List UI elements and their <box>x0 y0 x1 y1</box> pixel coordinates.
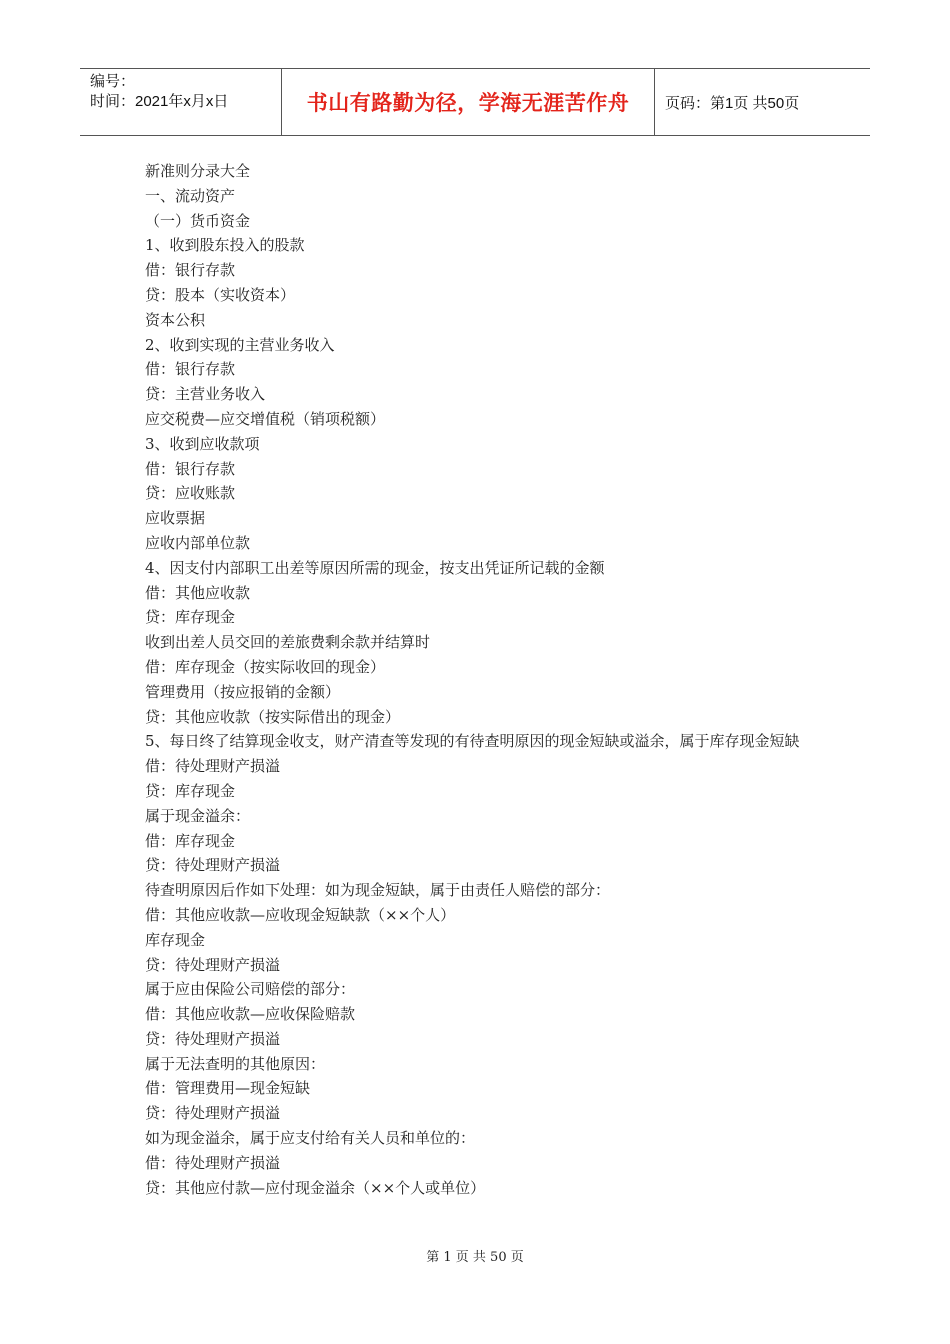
text-line: 5、每日终了结算现金收支，财产清查等发现的有待查明原因的现金短缺或溢余，属于库存现金短缺 <box>145 732 800 751</box>
text-line: 贷：其他应付款—应付现金溢余（××个人或单位） <box>145 1178 486 1197</box>
text-line: 属于应由保险公司赔偿的部分： <box>145 980 356 999</box>
text-line: 借：待处理财产损溢 <box>145 757 281 776</box>
text-line: 收到出差人员交回的差旅费剩余款并结算时 <box>145 633 431 652</box>
text-line: 贷：应收账款 <box>145 484 236 503</box>
text-line: 借：库存现金 <box>145 831 236 850</box>
text-line: 借：银行存款 <box>145 459 236 478</box>
text-line: 2、收到实现的主营业务收入 <box>145 335 335 354</box>
text-line: 贷：其他应收款（按实际借出的现金） <box>145 707 401 726</box>
text-line: 贷：主营业务收入 <box>145 385 266 404</box>
text-line: 借：库存现金（按实际收回的现金） <box>145 657 386 676</box>
text-line: （一）货币资金 <box>145 211 251 230</box>
text-line: 借：其他应收款—应收保险赔款 <box>145 1005 356 1024</box>
page-footer: 第 1 页 共 50 页 <box>426 1250 524 1265</box>
text-line: 贷：待处理财产损溢 <box>145 955 281 974</box>
text-line: 借：待处理财产损溢 <box>145 1153 281 1172</box>
text-line: 1、收到股东投入的股款 <box>145 236 305 255</box>
text-line: 如为现金溢余，属于应支付给有关人员和单位的： <box>145 1129 476 1148</box>
text-line: 属于无法查明的其他原因： <box>145 1054 326 1073</box>
text-line: 应交税费—应交增值税（销项税额） <box>145 409 386 428</box>
text-line: 一、流动资产 <box>145 186 236 205</box>
header-page-info: 页码：第1页 共50页 <box>665 94 800 112</box>
text-line: 新准则分录大全 <box>145 162 251 180</box>
text-line: 贷：股本（实收资本） <box>145 285 296 304</box>
header-motto: 书山有路勤为径，学海无涯苦作舟 <box>282 69 655 135</box>
text-line: 应收票据 <box>145 509 206 528</box>
text-line: 应收内部单位款 <box>145 533 251 552</box>
document-body <box>145 159 825 1200</box>
text-line: 3、收到应收款项 <box>145 434 260 453</box>
header-meta <box>80 69 282 135</box>
text-line: 贷：待处理财产损溢 <box>145 1029 281 1048</box>
text-line: 借：管理费用—现金短缺 <box>145 1079 311 1098</box>
text-line: 贷：待处理财产损溢 <box>145 1104 281 1123</box>
number-label: 编号： <box>90 73 136 90</box>
text-line: 借：其他应收款—应收现金短缺款（××个人） <box>145 905 456 924</box>
text-line: 借：银行存款 <box>145 261 236 280</box>
text-line: 贷：库存现金 <box>145 608 236 627</box>
text-line: 库存现金 <box>145 930 206 949</box>
text-line: 管理费用（按应报销的金额） <box>145 682 341 701</box>
text-line: 4、因支付内部职工出差等原因所需的现金，按支出凭证所记载的金额 <box>145 558 605 577</box>
text-line: 贷：待处理财产损溢 <box>145 856 281 875</box>
text-line: 资本公积 <box>145 310 206 329</box>
date-label: 时间：2021年x月x日 <box>90 93 229 110</box>
text-line: 待查明原因后作如下处理：如为现金短缺，属于由责任人赔偿的部分： <box>145 881 611 900</box>
text-line: 借：银行存款 <box>145 360 236 379</box>
text-line: 借：其他应收款 <box>145 583 251 602</box>
document-header <box>80 68 870 136</box>
text-line: 属于现金溢余： <box>145 806 251 825</box>
text-line: 贷：库存现金 <box>145 781 236 800</box>
